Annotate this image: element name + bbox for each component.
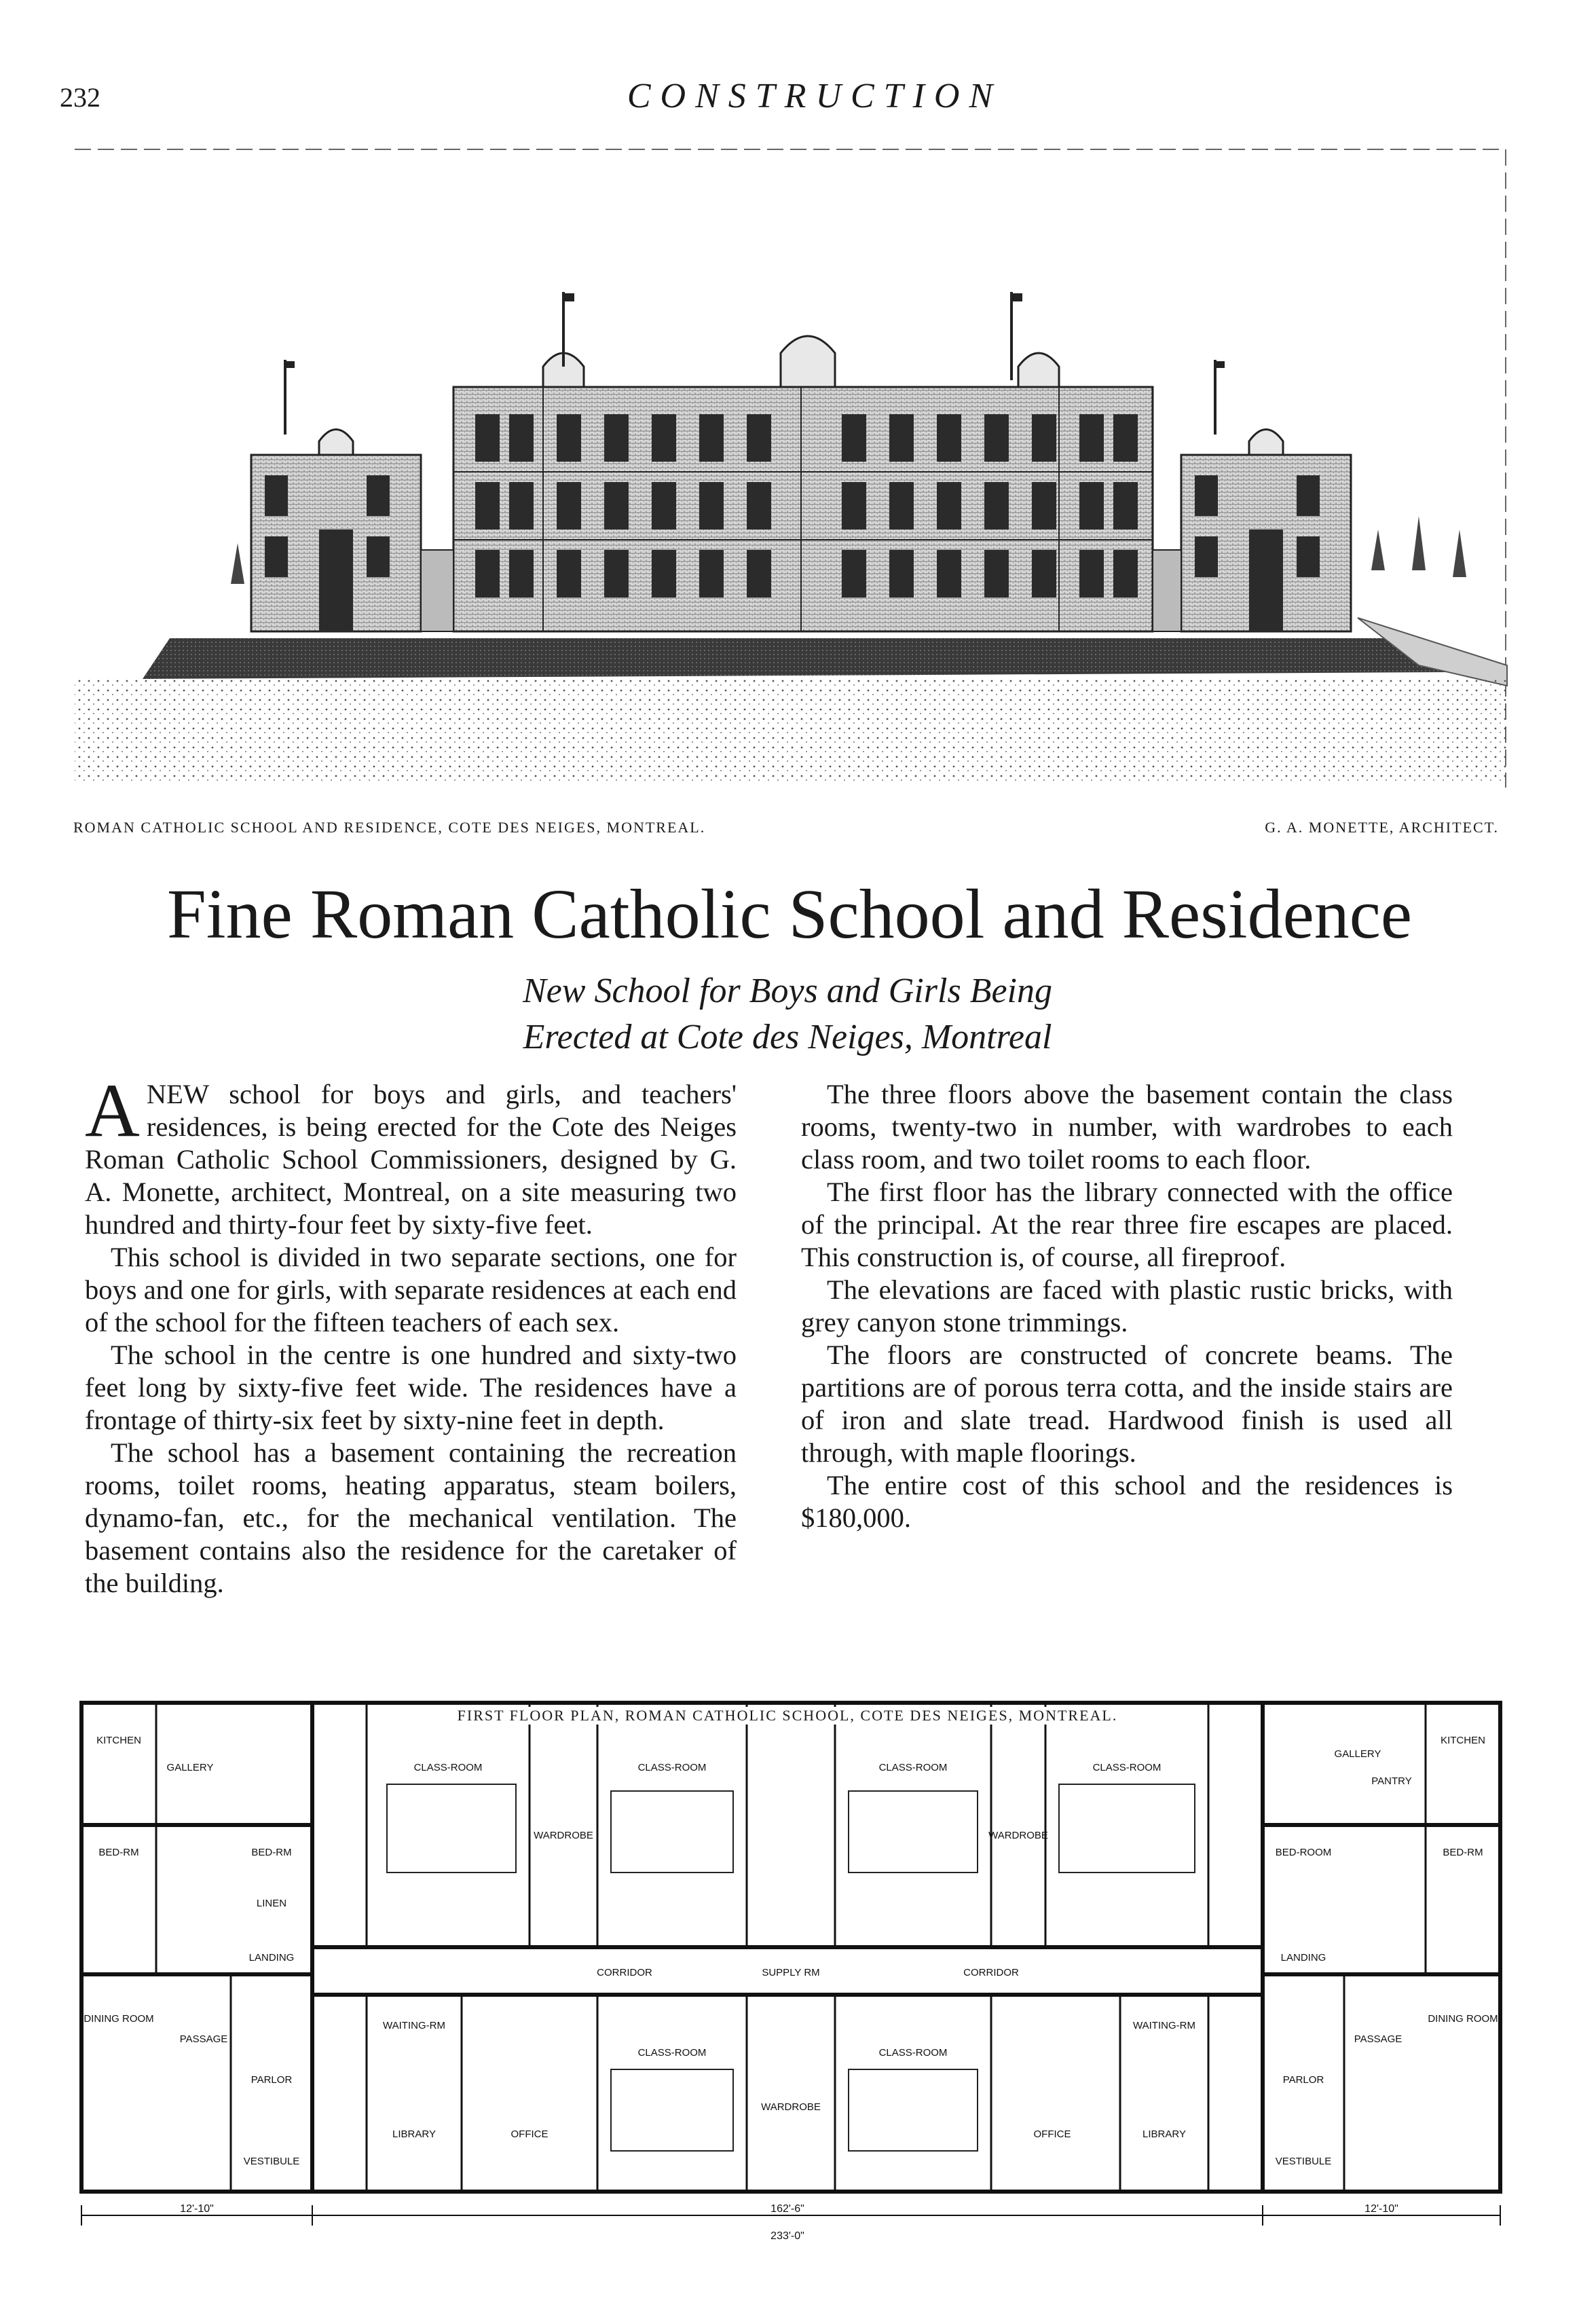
room-vestibule-left: VESTIBULE bbox=[243, 2156, 300, 2167]
room-kitchen-right: KITCHEN bbox=[1441, 1735, 1485, 1746]
room-pantry: PANTRY bbox=[1371, 1775, 1412, 1787]
room-linen: LINEN bbox=[256, 1898, 287, 1909]
article-title: Fine Roman Catholic School and Residence bbox=[166, 875, 1413, 953]
room-parlor-right: PARLOR bbox=[1282, 2074, 1324, 2086]
room-vestibule-right: VESTIBULE bbox=[1275, 2156, 1332, 2167]
dimension-right-wing: 12'-10" bbox=[1364, 2203, 1398, 2215]
running-title: CONSTRUCTION bbox=[627, 77, 1003, 115]
room-dining-right: DINING ROOM bbox=[1428, 2013, 1498, 2025]
room-waiting-right: WAITING-RM bbox=[1133, 2020, 1195, 2031]
room-office-right: OFFICE bbox=[1033, 2128, 1071, 2140]
article-paragraph: The elevations are faced with plastic rustic bricks, with grey canyon stone trimmings. bbox=[801, 1274, 1453, 1338]
illustration-caption-title: ROMAN CATHOLIC SCHOOL AND RESIDENCE, COTE DES NEIGES, MONTREAL. bbox=[73, 819, 706, 836]
dimension-overall: 233'-0" bbox=[770, 2230, 804, 2242]
room-classroom: CLASS-ROOM bbox=[637, 2047, 707, 2059]
article-paragraph: The school has a basement containing the recreation rooms, toilet rooms, heating apparatus, steam boilers, dynamo-fan, etc., for the mechanical ventilation. The basement contains also the residence for the caretaker of the building. bbox=[85, 1437, 737, 1598]
article-subtitle-line-2: Erected at Cote des Neiges, Montreal bbox=[523, 1017, 1052, 1056]
room-gallery-right: GALLERY bbox=[1334, 1748, 1381, 1760]
article-paragraph: The first floor has the library connected with the office of the principal. At the rear three fire escapes are placed. This construction is, of course, all fireproof. bbox=[801, 1177, 1453, 1272]
illustration-caption bbox=[73, 819, 1499, 846]
room-passage-left: PASSAGE bbox=[179, 2033, 228, 2045]
illustration-caption-architect: G. A. MONETTE, ARCHITECT. bbox=[1265, 819, 1499, 836]
article-paragraph: This school is divided in two separate sections, one for boys and one for girls, with separate residences at each end of the school for the fifteen teachers of each sex. bbox=[85, 1242, 737, 1338]
room-classroom: CLASS-ROOM bbox=[413, 1762, 483, 1773]
room-wardrobe: WARDROBE bbox=[534, 1830, 593, 1841]
room-office-left: OFFICE bbox=[510, 2128, 549, 2140]
room-bedroom-left-2: BED-RM bbox=[251, 1847, 292, 1858]
article-column-right bbox=[801, 1078, 1453, 1534]
room-passage-right: PASSAGE bbox=[1354, 2033, 1402, 2045]
room-kitchen-left: KITCHEN bbox=[96, 1735, 141, 1746]
article-paragraph: The floors are constructed of concrete beams. The partitions are of porous terra cotta, and the inside stairs are of iron and slate tread. Hardwood finish is used all through, with maple floorings. bbox=[801, 1340, 1453, 1468]
room-parlor-left: PARLOR bbox=[250, 2074, 293, 2086]
dimension-center: 162'-6" bbox=[770, 2203, 804, 2215]
room-library-left: LIBRARY bbox=[392, 2128, 436, 2140]
room-waiting-left: WAITING-RM bbox=[383, 2020, 445, 2031]
room-classroom: CLASS-ROOM bbox=[637, 1762, 707, 1773]
room-wardrobe: WARDROBE bbox=[988, 1830, 1048, 1841]
article-subtitle-line-1: New School for Boys and Girls Being bbox=[523, 972, 1052, 1010]
room-supply: SUPPLY RM bbox=[762, 1967, 820, 1978]
room-gallery-left: GALLERY bbox=[166, 1762, 214, 1773]
room-landing-left: LANDING bbox=[248, 1952, 295, 1963]
room-dining-left: DINING ROOM bbox=[83, 2013, 154, 2025]
article-subtitle bbox=[448, 968, 1127, 1060]
room-corridor: CORRIDOR bbox=[963, 1967, 1019, 1978]
article-column-left bbox=[85, 1069, 737, 1600]
first-floor-plan bbox=[68, 1689, 1515, 2246]
article-paragraph: ANEW school for boys and girls, and teachers' residences, is being erected for the Cote des Neiges Roman Catholic School Commissioners, designed by G. A. Monette, architect, Montreal, on a site measuring two hundred and thirty-four feet by sixty-five feet. bbox=[85, 1069, 737, 1240]
article-paragraph: The entire cost of this school and the residences is $180,000. bbox=[801, 1470, 1453, 1533]
room-library-right: LIBRARY bbox=[1143, 2128, 1186, 2140]
room-classroom: CLASS-ROOM bbox=[878, 2047, 948, 2059]
room-bedroom-right-1: BED-ROOM bbox=[1275, 1847, 1332, 1858]
dimension-left-wing: 12'-10" bbox=[180, 2203, 214, 2215]
article-paragraph: The school in the centre is one hundred and sixty-two feet long by sixty-five feet wide. The residences have a frontage of thirty-six feet by sixty-nine feet in depth. bbox=[85, 1340, 737, 1435]
floor-plan-caption: FIRST FLOOR PLAN, ROMAN CATHOLIC SCHOOL, COTE DES NEIGES, MONTREAL. bbox=[380, 1707, 1195, 1724]
room-wardrobe: WARDROBE bbox=[761, 2101, 821, 2113]
article-paragraph: The three floors above the basement contain the class rooms, twenty-two in number, with wardrobes to each class room, and two toilet rooms to each floor. bbox=[801, 1079, 1453, 1175]
room-corridor: CORRIDOR bbox=[597, 1967, 652, 1978]
room-bedroom-left-1: BED-RM bbox=[98, 1847, 139, 1858]
room-landing-right: LANDING bbox=[1280, 1952, 1326, 1963]
school-elevation-illustration bbox=[68, 136, 1514, 794]
room-classroom: CLASS-ROOM bbox=[878, 1762, 948, 1773]
drop-cap: A bbox=[85, 1069, 140, 1153]
page-number: 232 bbox=[60, 82, 100, 113]
room-classroom: CLASS-ROOM bbox=[1092, 1762, 1162, 1773]
room-bedroom-right-2: BED-RM bbox=[1443, 1847, 1483, 1858]
